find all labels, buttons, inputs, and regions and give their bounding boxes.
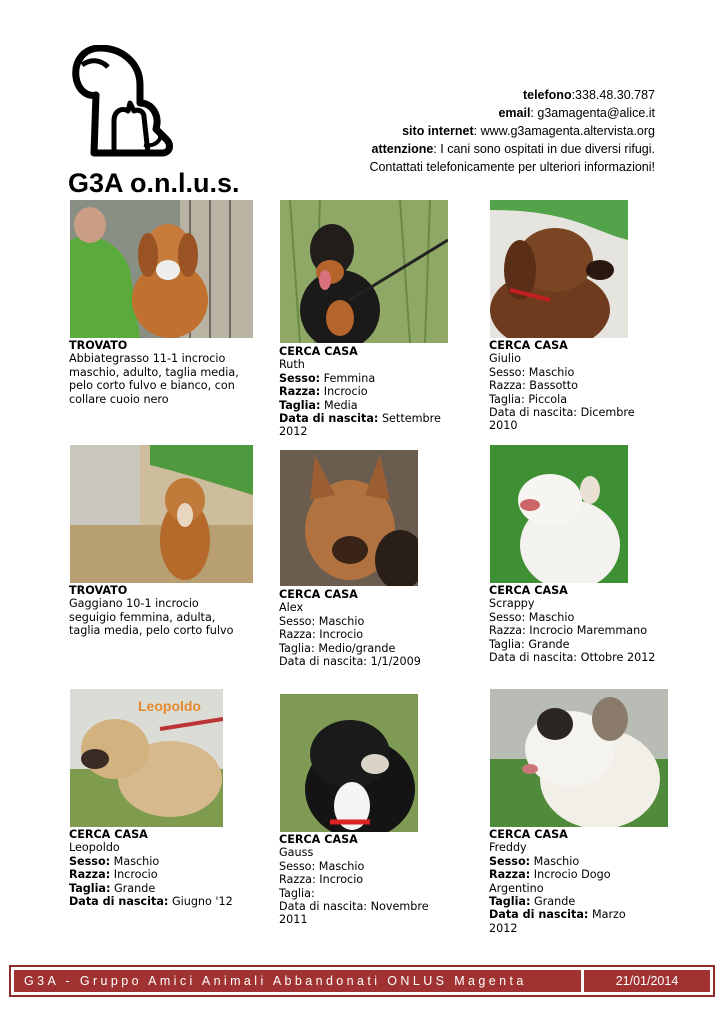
contact-website: sito internet: www.g3amagenta.altervista.org [402,124,655,138]
leopoldo-photo-label: Leopoldo [138,698,201,714]
dog-name: Scrappy [489,597,535,611]
dog-birthdate: Data di nascita: Novembre 2011 [279,900,429,927]
dog-photo-3 [490,200,628,338]
dog-status: CERCA CASA [489,828,568,841]
footer-date: 21/01/2014 [584,970,710,992]
dog-name: Giulio [489,352,521,366]
dog-sex: Sesso: Femmina [279,371,376,385]
dog-breed: Razza: Incrocio Maremmano [489,624,648,638]
dog-photo-9 [490,689,668,827]
dog-sex: Sesso: Maschio [279,859,365,873]
dog-status: TROVATO [69,339,128,352]
dog-photo-6 [490,445,628,583]
dog-size: Taglia: Grande [489,895,576,909]
contact-notice: attenzione: I cani sono ospitati in due diversi rifugi. [371,142,655,156]
dog-caption-8 [279,833,449,927]
dog-description: Gaggiano 10-1 incrocio seguigio femmina, adulta, taglia media, pelo corto fulvo [69,597,234,638]
dog-sex: Sesso: Maschio [69,854,160,868]
dog-photo-8 [280,694,418,832]
dog-breed: Razza: Incrocio [279,628,364,642]
dog-breed: Razza: Incrocio Dogo Argentino [489,868,611,895]
dog-breed: Razza: Bassotto [489,379,578,393]
dog-description: Abbiategrasso 11-1 incrocio maschio, adulto, taglia media, pelo corto fulvo e bianco, con collare cuoio nero [69,352,239,406]
dog-sex: Sesso: Maschio [489,610,575,624]
dog-caption-4 [69,584,249,638]
dog-birthdate: Data di nascita: Giugno '12 [69,895,233,909]
dog-sex: Sesso: Maschio [279,614,365,628]
dog-size: Taglia: Medio/grande [279,641,396,655]
dog-breed: Razza: Incrocio [69,868,158,882]
dog-size: Taglia: Grande [69,881,156,895]
dog-status: CERCA CASA [69,828,148,841]
dog-caption-2 [279,345,449,439]
dog-status: TROVATO [69,584,128,597]
dog-birthdate: Data di nascita: Dicembre 2010 [489,406,635,433]
dog-birthdate: Data di nascita: 1/1/2009 [279,655,421,669]
dog-birthdate: Data di nascita: Settembre 2012 [279,412,441,439]
dog-photo-4 [70,445,253,583]
dog-size: Taglia: Grande [489,637,570,651]
dog-birthdate: Data di nascita: Marzo 2012 [489,908,626,935]
footer-org-text: G3A - Gruppo Amici Animali Abbandonati ONLUS Magenta [14,970,581,992]
dog-status: CERCA CASA [279,833,358,846]
dog-caption-6 [489,584,679,664]
contact-email: email: g3amagenta@alice.it [498,106,655,120]
dog-status: CERCA CASA [279,588,358,601]
footer-bar [9,965,715,997]
dog-caption-9 [489,828,654,935]
dog-size: Taglia: Piccola [489,392,568,406]
dog-sex: Sesso: Maschio [489,365,575,379]
dog-name: Gauss [279,846,314,860]
dog-breed: Razza: Incrocio [279,385,368,399]
dog-name: Freddy [489,841,527,855]
dog-photo-2 [280,200,448,343]
dog-caption-5 [279,588,449,668]
dog-photo-7 [70,689,223,827]
dog-name: Leopoldo [69,841,120,855]
dog-status: CERCA CASA [279,345,358,358]
dog-status: CERCA CASA [489,339,568,352]
dog-birthdate: Data di nascita: Ottobre 2012 [489,651,656,665]
dog-sex: Sesso: Maschio [489,854,580,868]
dog-photo-1 [70,200,253,338]
contact-info [369,86,655,176]
dog-size: Taglia: [279,886,315,900]
dog-photo-5 [280,450,418,586]
dog-name: Ruth [279,358,305,372]
dog-name: Alex [279,601,304,615]
dog-caption-1 [69,339,244,406]
dog-status: CERCA CASA [489,584,568,597]
dog-breed: Razza: Incrocio [279,873,364,887]
dog-size: Taglia: Media [279,398,358,412]
organization-name: G3A o.n.l.u.s. [68,168,240,198]
contact-note: Contattati telefonicamente per ulteriori informazioni! [369,160,655,174]
dog-caption-7 [69,828,259,908]
contact-phone: telefono:338.48.30.787 [522,88,655,102]
dog-caption-3 [489,339,659,433]
logo-dog-cat-icon [70,45,175,160]
